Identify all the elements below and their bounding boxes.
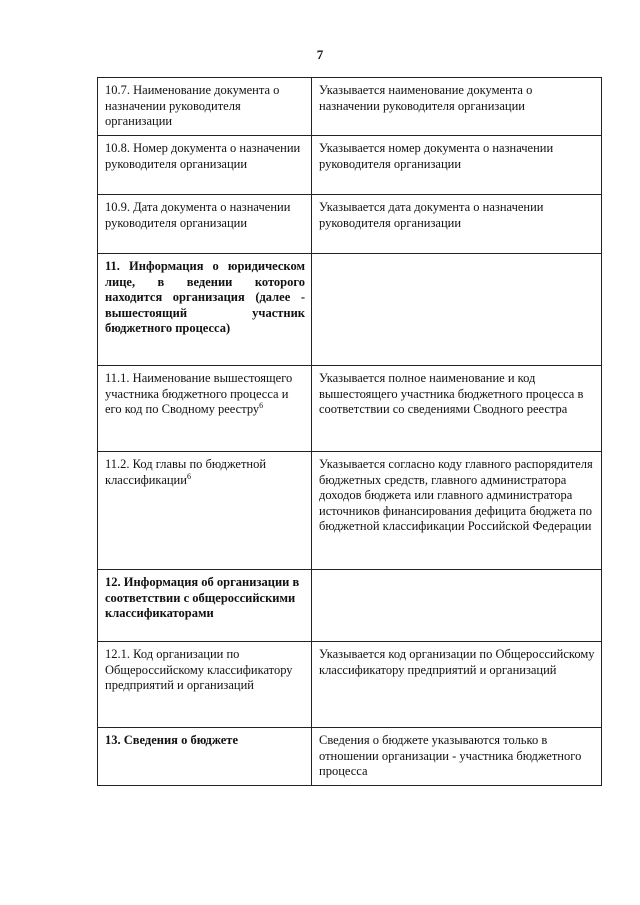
table-row: [98, 254, 602, 366]
row-11-1-label: 11.1. Наименование вышестоящего участника бюджетного процесса и его код по Сводному реестру$^6$: [98, 366, 312, 452]
row-11-1-description: Указывается полное наименование и код вышестоящего участника бюджетного процесса в соответствии со сведениями Сводного реестра: [312, 366, 602, 452]
table-row: [98, 78, 602, 136]
table-row: [98, 728, 602, 786]
section-11-empty-cell: [312, 254, 602, 366]
footnote-mark: 6: [259, 400, 264, 410]
row-10-7-description: Указывается наименование документа о назначении руководителя организации: [312, 78, 602, 136]
row-12-1-description: Указывается код организации по Общероссийскому классификатору предприятий и организаций: [312, 642, 602, 728]
row-10-8-description: Указывается номер документа о назначении руководителя организации: [312, 136, 602, 195]
footnote-mark: 6: [186, 471, 191, 481]
page-number: 7: [316, 47, 324, 62]
row-12-1-label: 12.1. Код организации по Общероссийскому классификатору предприятий и организаций: [98, 642, 312, 728]
row-11-2-label: 11.2. Код главы по бюджетной классификации$^6$: [98, 452, 312, 570]
section-13-heading: 13. Сведения о бюджете: [98, 728, 312, 786]
row-10-9-label: 10.9. Дата документа о назначении руководителя организации: [98, 195, 312, 254]
section-12-empty-cell: [312, 570, 602, 642]
table-row: [98, 570, 602, 642]
table-row: [98, 195, 602, 254]
section-11-heading: 11. Информация о юридическом лице, в ведении которого находится организация (далее - вышестоящий участник бюджетного процесса): [98, 254, 312, 366]
row-11-2-description: Указывается согласно коду главного распорядителя бюджетных средств, главного администратора доходов бюджета или главного администратора источников финансирования дефицита бюджета по бюджетной классификации Российской Федерации: [312, 452, 602, 570]
row-10-9-description: Указывается дата документа о назначении руководителя организации: [312, 195, 602, 254]
section-12-heading: 12. Информация об организации в соответствии с общероссийскими классификаторами: [98, 570, 312, 642]
table-row: [98, 452, 602, 570]
row-10-8-label: 10.8. Номер документа о назначении руководителя организации: [98, 136, 312, 195]
table-row: [98, 642, 602, 728]
table-row: [98, 366, 602, 452]
table-row: [98, 136, 602, 195]
requisites-table: [97, 77, 602, 786]
section-13-description: Сведения о бюджете указываются только в отношении организации - участника бюджетного процесса: [312, 728, 602, 786]
row-10-7-label: 10.7. Наименование документа о назначении руководителя организации: [98, 78, 312, 136]
